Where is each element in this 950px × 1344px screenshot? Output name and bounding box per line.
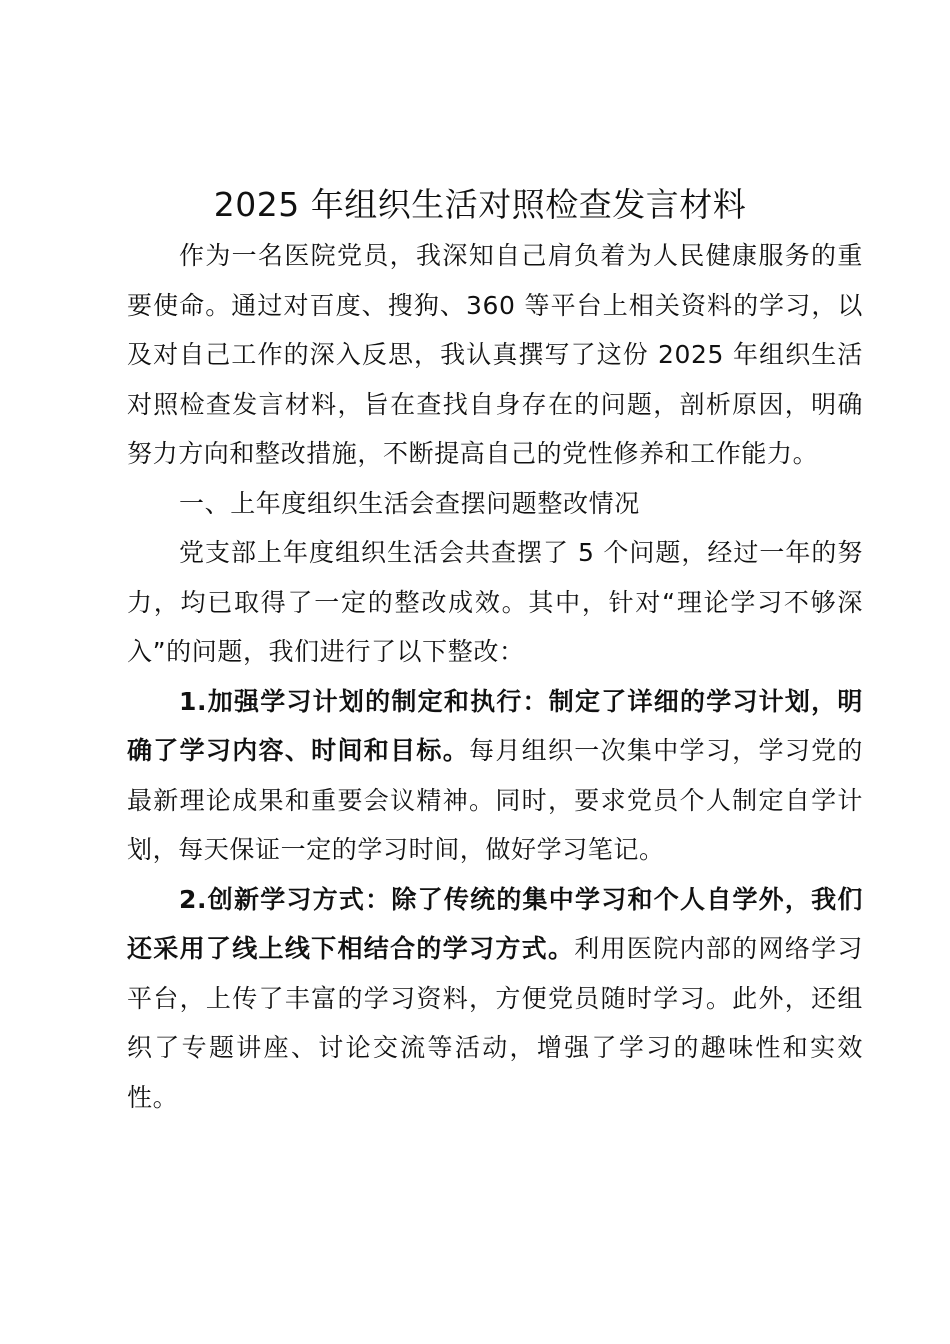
document-body [127, 231, 863, 1122]
list-item-1 [127, 677, 863, 875]
section-paragraph: 党支部上年度组织生活会共查摆了 5 个问题，经过一年的努力，均已取得了一定的整改成效。其中，针对“理论学习不够深入”的问题，我们进行了以下整改： [127, 538, 863, 666]
section-heading: 一、上年度组织生活会查摆问题整改情况 [179, 488, 640, 518]
list-item-1-text: 每月组织一次集中学习，学习党的最新理论成果和重要会议精神。同时，要求党员个人制定自学计划，每天保证一定的学习时间，做好学习笔记。 [127, 736, 863, 864]
list-item-2 [127, 875, 863, 1123]
document-title: 2025 年组织生活对照检查发言材料 [213, 185, 747, 224]
intro-paragraph: 作为一名医院党员，我深知自己肩负着为人民健康服务的重要使命。通过对百度、搜狗、360 等平台上相关资料的学习，以及对自己工作的深入反思，我认真撰写了这份 2025 年组织生活对照检查发言材料，旨在查找自身存在的问题，剖析原因，明确努力方向和整改措施，不断提高自己的党性修养和工作能力。 [127, 241, 863, 468]
list-item-2-text: 利用医院内部的网络学习平台，上传了丰富的学习资料，方便党员随时学习。此外，还组织了专题讲座、讨论交流等活动，增强了学习的趣味性和实效性。 [127, 934, 864, 1112]
list-item-2-lead: 2.创新学习方式：除了传统的集中学习和个人自学外，我们还采用了线上线下相结合的学习方式。 [127, 884, 863, 963]
list-item-1-lead: 1.加强学习计划的制定和执行：制定了详细的学习计划，明确了学习内容、时间和目标。 [127, 686, 863, 765]
